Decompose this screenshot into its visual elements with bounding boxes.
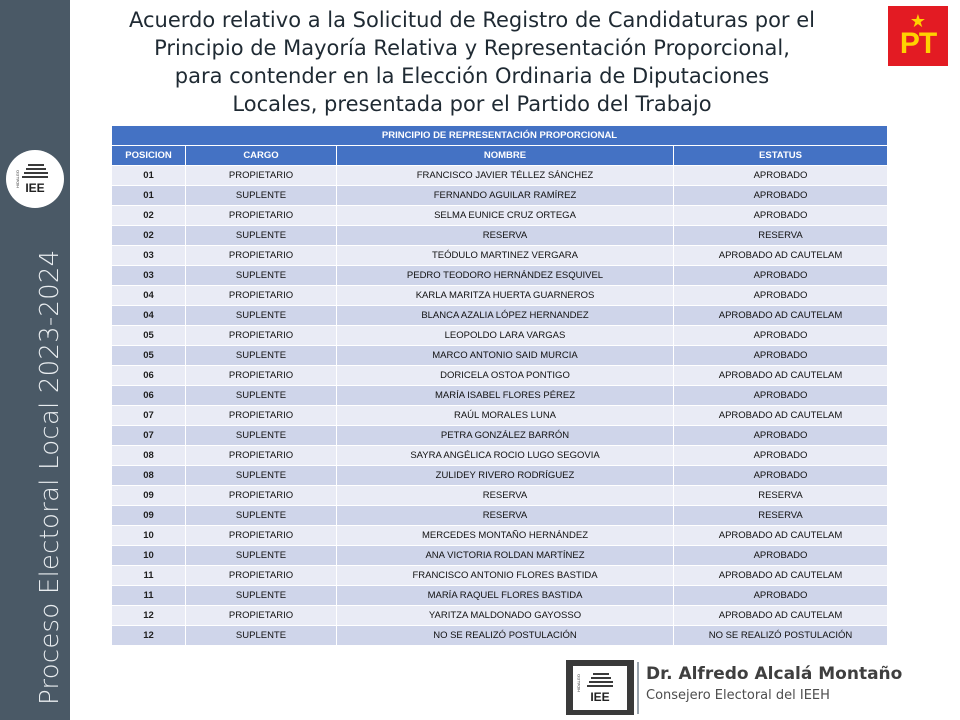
table-row — [112, 526, 888, 546]
cell-estatus: APROBADO — [674, 266, 888, 286]
cell-posicion: 11 — [112, 586, 186, 606]
cell-nombre: SAYRA ANGÉLICA ROCIO LUGO SEGOVIA — [337, 446, 674, 466]
table-row — [112, 566, 888, 586]
cell-nombre: RAÚL MORALES LUNA — [337, 406, 674, 426]
cell-estatus: RESERVA — [674, 226, 888, 246]
cell-estatus: APROBADO — [674, 186, 888, 206]
cell-cargo: SUPLENTE — [186, 306, 337, 326]
cell-posicion: 09 — [112, 506, 186, 526]
table-row — [112, 546, 888, 566]
document-title — [72, 6, 872, 118]
cell-posicion: 04 — [112, 286, 186, 306]
table-row — [112, 306, 888, 326]
cell-posicion: 12 — [112, 626, 186, 646]
cell-cargo: PROPIETARIO — [186, 326, 337, 346]
cell-posicion: 06 — [112, 366, 186, 386]
cell-posicion: 01 — [112, 186, 186, 206]
table-row — [112, 226, 888, 246]
cell-estatus: RESERVA — [674, 506, 888, 526]
cell-nombre: DORICELA OSTOA PONTIGO — [337, 366, 674, 386]
table-row — [112, 446, 888, 466]
cell-estatus: APROBADO — [674, 546, 888, 566]
cell-posicion: 08 — [112, 466, 186, 486]
cell-estatus: APROBADO AD CAUTELAM — [674, 246, 888, 266]
table-row — [112, 186, 888, 206]
cell-cargo: PROPIETARIO — [186, 366, 337, 386]
logo-side-text: HIDALGO — [15, 170, 20, 189]
cell-estatus: APROBADO — [674, 586, 888, 606]
councillor-name: Dr. Alfredo Alcalá Montaño — [646, 664, 903, 684]
cell-cargo: PROPIETARIO — [186, 206, 337, 226]
cell-posicion: 04 — [112, 306, 186, 326]
pt-party-logo — [888, 6, 948, 66]
title-line: Locales, presentada por el Partido del Trabajo — [232, 92, 712, 116]
cell-posicion: 07 — [112, 406, 186, 426]
cell-nombre: YARITZA MALDONADO GAYOSSO — [337, 606, 674, 626]
cell-cargo: SUPLENTE — [186, 626, 337, 646]
cell-nombre: ZULIDEY RIVERO RODRÍGUEZ — [337, 466, 674, 486]
cell-estatus: APROBADO — [674, 426, 888, 446]
footer-ieeh-logo-icon — [566, 660, 634, 715]
cell-posicion: 02 — [112, 206, 186, 226]
cell-estatus: APROBADO AD CAUTELAM — [674, 366, 888, 386]
cell-cargo: PROPIETARIO — [186, 166, 337, 186]
cell-cargo: SUPLENTE — [186, 546, 337, 566]
cell-cargo: SUPLENTE — [186, 586, 337, 606]
table-row — [112, 366, 888, 386]
cell-nombre: MARÍA ISABEL FLORES PÉREZ — [337, 386, 674, 406]
table-row — [112, 286, 888, 306]
cell-estatus: APROBADO — [674, 326, 888, 346]
cell-nombre: SELMA EUNICE CRUZ ORTEGA — [337, 206, 674, 226]
table-body — [112, 166, 888, 646]
cell-nombre: MARCO ANTONIO SAID MURCIA — [337, 346, 674, 366]
cell-estatus: APROBADO AD CAUTELAM — [674, 526, 888, 546]
cell-cargo: SUPLENTE — [186, 266, 337, 286]
cell-cargo: SUPLENTE — [186, 466, 337, 486]
councillor-role: Consejero Electoral del IEEH — [646, 688, 830, 703]
cell-nombre: NO SE REALIZÓ POSTULACIÓN — [337, 626, 674, 646]
cell-posicion: 07 — [112, 426, 186, 446]
cell-cargo: PROPIETARIO — [186, 446, 337, 466]
candidates-table — [111, 125, 888, 646]
footer-logo-mark-text: IEE — [590, 689, 610, 704]
cell-nombre: BLANCA AZALIA LÓPEZ HERNANDEZ — [337, 306, 674, 326]
pt-logo-text: PT — [899, 27, 937, 60]
cell-nombre: FERNANDO AGUILAR RAMÍREZ — [337, 186, 674, 206]
cell-cargo: PROPIETARIO — [186, 246, 337, 266]
cell-posicion: 12 — [112, 606, 186, 626]
cell-cargo: SUPLENTE — [186, 426, 337, 446]
title-line: para contender en la Elección Ordinaria de Diputaciones — [174, 64, 770, 88]
cell-nombre: FRANCISCO ANTONIO FLORES BASTIDA — [337, 566, 674, 586]
table-row — [112, 626, 888, 646]
cell-cargo: SUPLENTE — [186, 506, 337, 526]
cell-posicion: 11 — [112, 566, 186, 586]
logo-mark-text: IEE — [25, 181, 45, 195]
candidates-table-container — [111, 125, 887, 646]
table-row — [112, 246, 888, 266]
cell-posicion: 01 — [112, 166, 186, 186]
cell-cargo: PROPIETARIO — [186, 526, 337, 546]
cell-posicion: 10 — [112, 526, 186, 546]
star-icon: ★ — [909, 11, 927, 31]
table-row — [112, 206, 888, 226]
title-line: Acuerdo relativo a la Solicitud de Registro de Candidaturas por el — [129, 8, 815, 32]
cell-estatus: APROBADO — [674, 206, 888, 226]
cell-nombre: RESERVA — [337, 226, 674, 246]
cell-estatus: APROBADO — [674, 166, 888, 186]
table-row — [112, 406, 888, 426]
cell-cargo: SUPLENTE — [186, 346, 337, 366]
ieeh-logo-icon — [6, 150, 64, 208]
cell-estatus: APROBADO AD CAUTELAM — [674, 606, 888, 626]
cell-estatus: APROBADO AD CAUTELAM — [674, 306, 888, 326]
header-cargo: CARGO — [186, 146, 337, 166]
cell-estatus: APROBADO AD CAUTELAM — [674, 566, 888, 586]
table-row — [112, 466, 888, 486]
cell-posicion: 03 — [112, 266, 186, 286]
logo-stripes — [22, 164, 48, 182]
cell-posicion: 05 — [112, 326, 186, 346]
cell-cargo: PROPIETARIO — [186, 566, 337, 586]
table-row — [112, 166, 888, 186]
sidebar — [0, 0, 70, 720]
table-row — [112, 346, 888, 366]
cell-estatus: APROBADO — [674, 346, 888, 366]
cell-cargo: SUPLENTE — [186, 186, 337, 206]
cell-cargo: SUPLENTE — [186, 386, 337, 406]
cell-nombre: MARÍA RAQUEL FLORES BASTIDA — [337, 586, 674, 606]
table-row — [112, 326, 888, 346]
cell-nombre: FRANCISCO JAVIER TÉLLEZ SÁNCHEZ — [337, 166, 674, 186]
table-row — [112, 386, 888, 406]
footer-divider — [637, 662, 639, 714]
cell-nombre: KARLA MARITZA HUERTA GUARNEROS — [337, 286, 674, 306]
table-row — [112, 586, 888, 606]
table-row — [112, 426, 888, 446]
footer-logo-side-text: HIDALGO — [576, 673, 581, 692]
process-vertical-label: Proceso Electoral Local 2023-2024 — [35, 249, 65, 705]
cell-cargo: PROPIETARIO — [186, 606, 337, 626]
table-caption: PRINCIPIO DE REPRESENTACIÓN PROPORCIONAL — [112, 126, 888, 146]
cell-estatus: APROBADO — [674, 446, 888, 466]
cell-posicion: 09 — [112, 486, 186, 506]
cell-cargo: PROPIETARIO — [186, 286, 337, 306]
cell-estatus: APROBADO — [674, 386, 888, 406]
cell-nombre: MERCEDES MONTAÑO HERNÁNDEZ — [337, 526, 674, 546]
header-nombre: NOMBRE — [337, 146, 674, 166]
cell-nombre: RESERVA — [337, 486, 674, 506]
cell-posicion: 10 — [112, 546, 186, 566]
cell-estatus: RESERVA — [674, 486, 888, 506]
cell-nombre: RESERVA — [337, 506, 674, 526]
cell-nombre: LEOPOLDO LARA VARGAS — [337, 326, 674, 346]
cell-posicion: 03 — [112, 246, 186, 266]
table-row — [112, 266, 888, 286]
table-row — [112, 486, 888, 506]
title-line: Principio de Mayoría Relativa y Representación Proporcional, — [154, 36, 790, 60]
cell-nombre: PEDRO TEODORO HERNÁNDEZ ESQUIVEL — [337, 266, 674, 286]
cell-cargo: SUPLENTE — [186, 226, 337, 246]
cell-nombre: TEÓDULO MARTINEZ VERGARA — [337, 246, 674, 266]
cell-cargo: PROPIETARIO — [186, 486, 337, 506]
cell-posicion: 08 — [112, 446, 186, 466]
cell-estatus: APROBADO — [674, 466, 888, 486]
cell-posicion: 02 — [112, 226, 186, 246]
table-row — [112, 606, 888, 626]
cell-estatus: NO SE REALIZÓ POSTULACIÓN — [674, 626, 888, 646]
cell-estatus: APROBADO AD CAUTELAM — [674, 406, 888, 426]
cell-posicion: 06 — [112, 386, 186, 406]
header-estatus: ESTATUS — [674, 146, 888, 166]
cell-estatus: APROBADO — [674, 286, 888, 306]
cell-cargo: PROPIETARIO — [186, 406, 337, 426]
header-posicion: POSICION — [112, 146, 186, 166]
table-row — [112, 506, 888, 526]
cell-nombre: ANA VICTORIA ROLDAN MARTÍNEZ — [337, 546, 674, 566]
footer-logo-stripes — [587, 673, 613, 691]
cell-posicion: 05 — [112, 346, 186, 366]
cell-nombre: PETRA GONZÁLEZ BARRÓN — [337, 426, 674, 446]
